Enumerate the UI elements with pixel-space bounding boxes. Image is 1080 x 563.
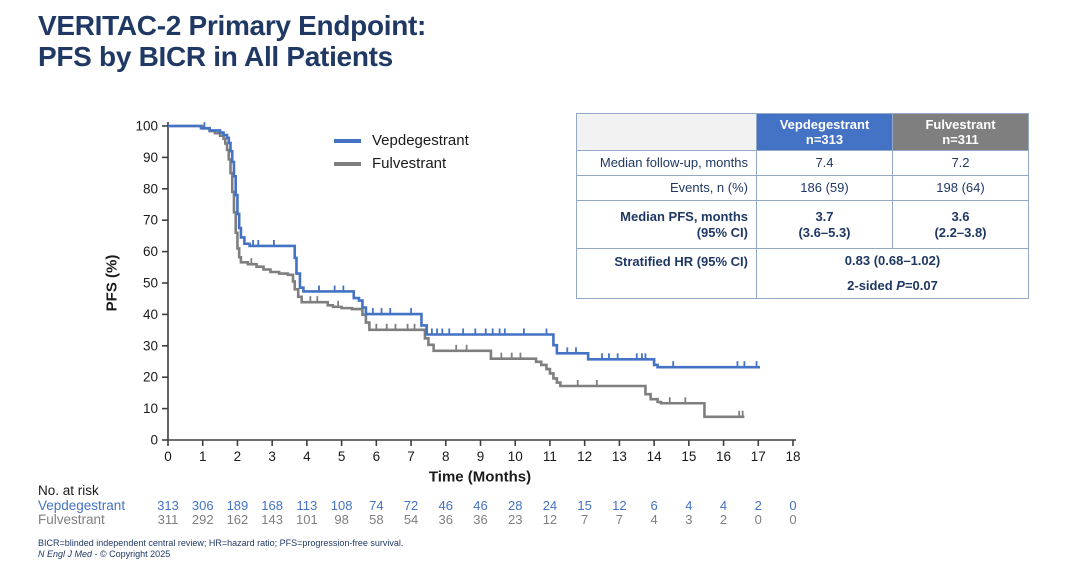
- risk-count: 0: [789, 498, 797, 513]
- vepdegestrant-line-swatch: [334, 139, 361, 143]
- p-value: 2-sided P=0.07: [847, 278, 938, 293]
- x-tick-label: 7: [407, 449, 415, 464]
- risk-count: 46: [438, 498, 453, 513]
- x-tick-label: 18: [785, 449, 801, 464]
- header-vepdegestrant-cell: [757, 114, 893, 151]
- x-tick-label: 10: [507, 449, 523, 464]
- slide-title: [38, 10, 426, 72]
- y-tick-label: 40: [142, 306, 158, 322]
- x-tick-label: 17: [750, 449, 766, 464]
- row-median-followup: [577, 151, 1029, 176]
- x-axis-title: Time (Months): [428, 468, 532, 486]
- x-tick-label: 16: [716, 449, 732, 464]
- number-at-risk-title: No. at risk: [38, 483, 99, 498]
- y-tick-label: 60: [142, 244, 158, 260]
- followup-ful-value: 7.2: [893, 151, 1029, 176]
- x-tick-label: 13: [611, 449, 627, 464]
- events-ful-value: 198 (64): [893, 176, 1029, 201]
- row-label: Median follow-up, months: [577, 151, 757, 176]
- risk-count: 46: [473, 498, 488, 513]
- risk-count: 101: [296, 512, 318, 527]
- x-tick-label: 15: [681, 449, 697, 464]
- risk-count: 189: [226, 498, 249, 513]
- hr-value-cell: [757, 249, 1029, 299]
- legend-label: Vepdegestrant: [372, 132, 469, 149]
- risk-count: 6: [650, 498, 658, 513]
- header-vep-n: n=313: [805, 132, 844, 147]
- risk-row-label-fulvestrant: Fulvestrant: [38, 512, 105, 527]
- pfs-vep-ci: (3.6–5.3): [798, 224, 851, 240]
- x-tick-label: 6: [372, 449, 381, 464]
- x-tick-label: 2: [233, 449, 242, 464]
- x-tick-label: 8: [442, 449, 450, 464]
- pfs-vep-value: [757, 201, 893, 249]
- risk-count: 72: [403, 498, 419, 513]
- x-tick-label: 11: [542, 449, 557, 464]
- risk-count: 36: [473, 512, 488, 527]
- risk-count: 12: [542, 512, 558, 527]
- results-table-header-row: [577, 114, 1029, 151]
- y-tick-label: 80: [142, 181, 158, 197]
- risk-count: 7: [615, 512, 623, 527]
- x-tick-label: 5: [337, 449, 346, 464]
- source-footnote: N Engl J Med - © Copyright 2025: [38, 549, 171, 559]
- x-tick-label: 0: [164, 449, 172, 464]
- x-tick-label: 4: [303, 449, 311, 464]
- legend-label: Fulvestrant: [372, 155, 447, 172]
- y-tick-label: 100: [135, 118, 158, 134]
- legend-item-vepdegestrant: [334, 132, 469, 149]
- risk-count: 54: [403, 512, 419, 527]
- y-axis-title: PFS (%): [103, 254, 121, 312]
- y-tick-label: 10: [142, 401, 158, 417]
- pfs-vep-median: 3.7: [815, 208, 834, 224]
- risk-count: 28: [507, 498, 523, 513]
- risk-row-label-vepdegestrant: Vepdegestrant: [38, 498, 126, 513]
- risk-count: 143: [261, 512, 283, 527]
- risk-count: 4: [685, 498, 693, 513]
- row-median-pfs: [577, 201, 1029, 249]
- hr-estimate: 0.83 (0.68–1.02): [844, 253, 941, 268]
- risk-count: 4: [650, 512, 658, 527]
- risk-count: 168: [261, 498, 283, 513]
- chart-legend: [334, 132, 469, 178]
- row-label: [577, 201, 757, 249]
- followup-vep-value: 7.4: [757, 151, 893, 176]
- y-tick-label: 20: [142, 369, 158, 385]
- pfs-label-line1: Median PFS, months: [620, 208, 748, 224]
- row-label: Stratified HR (95% CI): [577, 249, 757, 299]
- risk-count: 15: [577, 498, 592, 513]
- header-vep-name: Vepdegestrant: [779, 117, 870, 132]
- slide-title-line1: VERITAC-2 Primary Endpoint:: [38, 10, 427, 41]
- header-ful-name: Fulvestrant: [925, 117, 996, 132]
- risk-count: 7: [581, 512, 589, 527]
- risk-count: 4: [719, 498, 728, 513]
- fulvestrant-line-swatch: [334, 162, 361, 166]
- y-tick-label: 90: [142, 149, 158, 165]
- risk-count: 0: [789, 512, 797, 527]
- risk-count: 2: [719, 512, 728, 527]
- header-fulvestrant-cell: [893, 114, 1029, 151]
- risk-count: 313: [157, 498, 179, 513]
- pfs-ful-median: 3.6: [951, 208, 970, 224]
- risk-count: 98: [334, 512, 349, 527]
- risk-count: 113: [296, 498, 318, 513]
- y-tick-label: 50: [142, 275, 158, 291]
- risk-count: 74: [369, 498, 384, 513]
- pfs-label-line2: (95% CI): [696, 224, 748, 240]
- abbreviations-footnote: BICR=blinded independent central review; HR=hazard ratio; PFS=progression-free survival.: [38, 538, 404, 548]
- risk-count: 162: [226, 512, 249, 527]
- x-tick-label: 12: [577, 449, 593, 464]
- risk-count: 3: [685, 512, 693, 527]
- risk-count: 36: [438, 512, 453, 527]
- risk-count: 311: [157, 512, 179, 527]
- y-tick-label: 70: [142, 212, 158, 228]
- pfs-ful-ci: (2.2–3.8): [934, 224, 987, 240]
- legend-item-fulvestrant: [334, 155, 469, 172]
- pfs-ful-value: [893, 201, 1029, 249]
- risk-count: 23: [507, 512, 523, 527]
- risk-count: 24: [542, 498, 558, 513]
- row-label: Events, n (%): [577, 176, 757, 201]
- x-tick-label: 3: [268, 449, 276, 464]
- risk-count: 58: [369, 512, 384, 527]
- y-tick-label: 0: [150, 432, 158, 448]
- header-blank-cell: [577, 114, 757, 151]
- results-table: [576, 113, 1029, 299]
- journal-name: N Engl J Med: [38, 549, 93, 559]
- risk-count: 292: [191, 512, 214, 527]
- risk-count: 0: [754, 512, 762, 527]
- risk-count: 2: [754, 498, 762, 513]
- x-tick-label: 14: [646, 449, 662, 464]
- risk-count: 108: [330, 498, 353, 513]
- header-ful-n: n=311: [942, 132, 979, 147]
- y-tick-label: 30: [142, 338, 158, 354]
- row-events: [577, 176, 1029, 201]
- risk-count: 306: [191, 498, 214, 513]
- x-tick-label: 1: [198, 449, 207, 464]
- risk-count: 12: [612, 498, 627, 513]
- slide-title-line2: PFS by BICR in All Patients: [38, 41, 393, 72]
- x-tick-label: 9: [476, 449, 485, 464]
- row-stratified-hr: [577, 249, 1029, 299]
- events-vep-value: 186 (59): [757, 176, 893, 201]
